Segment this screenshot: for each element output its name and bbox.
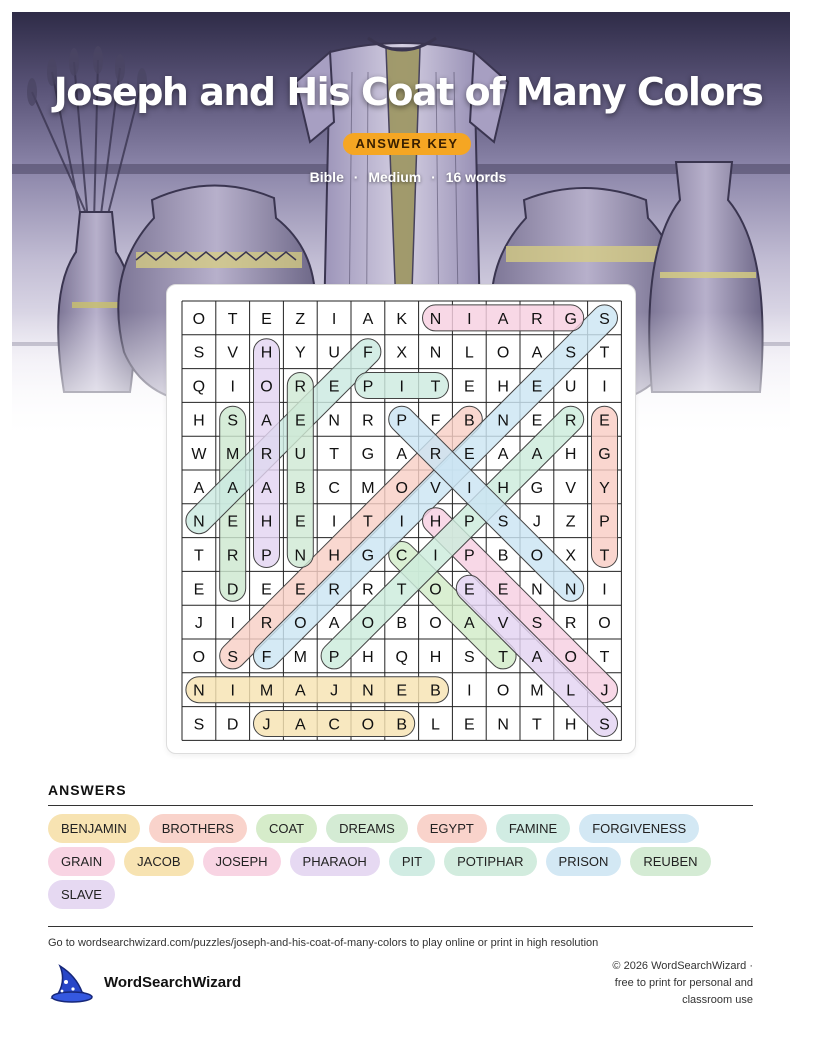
grid-letter: R (294, 378, 307, 396)
answer-chip-slave: SLAVE (48, 880, 115, 909)
grid-letter: G (564, 310, 577, 328)
grid-letter: T (498, 648, 508, 666)
grid-letter: H (497, 479, 509, 497)
copyright-line: free to print for personal and (614, 977, 753, 989)
grid-letter: P (328, 648, 340, 666)
answer-key-badge: ANSWER KEY (343, 133, 471, 155)
grid-letter: N (193, 682, 205, 700)
grid-letter: A (531, 344, 543, 362)
grid-letter: F (261, 648, 272, 666)
grid-letter: P (396, 412, 408, 430)
grid-letter: H (497, 378, 509, 396)
grid-letter: V (497, 615, 509, 633)
answer-chip-brothers: BROTHERS (149, 814, 247, 843)
grid-letter: G (530, 479, 544, 497)
grid-letter: B (396, 615, 408, 633)
grid-letter: I (602, 581, 607, 599)
grid-letter: N (497, 412, 509, 430)
answer-chip-coat: COAT (256, 814, 317, 843)
grid-letter: A (261, 479, 272, 497)
grid-letter: C (328, 716, 340, 734)
grid-letter: G (361, 446, 375, 464)
grid-letter: T (430, 378, 441, 396)
grid-letter: G (361, 547, 375, 565)
grid-letter: I (467, 479, 472, 497)
grid-letter: B (497, 547, 509, 565)
grid-letter: M (530, 682, 544, 700)
grid-letter: I (433, 547, 438, 565)
grid-letter: C (328, 479, 340, 497)
grid-letter: E (463, 378, 475, 396)
answer-chip-grain: GRAIN (48, 847, 115, 876)
grid-letter: H (564, 446, 577, 464)
grid-letter: V (430, 479, 441, 497)
grid-letter: I (230, 615, 235, 633)
grid-letter: S (565, 344, 577, 362)
grid-letter: Q (395, 648, 408, 666)
grid-letter: T (599, 648, 610, 666)
grid-letter: C (395, 547, 408, 565)
grid-letter: H (260, 344, 273, 362)
grid-letter: R (260, 446, 273, 464)
grid-letter: L (566, 682, 576, 700)
grid-letter: F (430, 412, 441, 430)
grid-letter: S (227, 648, 239, 666)
grid-letter: Y (599, 479, 610, 497)
grid-letter: O (361, 615, 375, 633)
grid-letter: J (194, 615, 203, 633)
grid-letter: E (294, 513, 306, 531)
grid-letter: S (531, 615, 543, 633)
grid-letter: S (599, 716, 610, 734)
grid-letter: O (260, 378, 273, 396)
grid-letter: R (429, 446, 442, 464)
grid-letter: E (463, 581, 475, 599)
grid-letter: Z (565, 513, 576, 531)
word-count-label: 16 words (445, 169, 507, 185)
grid-letter: J (532, 513, 541, 531)
grid-letter: M (293, 648, 307, 666)
answer-chip-forgiveness: FORGIVENESS (579, 814, 699, 843)
answer-chip-joseph: JOSEPH (203, 847, 281, 876)
highlight-reuben (287, 373, 313, 568)
grid-letter: L (431, 716, 440, 734)
answer-chip-pit: PIT (389, 847, 435, 876)
answers-divider (48, 805, 753, 806)
grid-letter: S (193, 344, 205, 362)
grid-letter: O (192, 310, 206, 328)
grid-letter: O (598, 615, 611, 633)
grid-letter: Z (295, 310, 306, 328)
grid-letter: S (227, 412, 239, 430)
grid-letter: S (193, 716, 205, 734)
grid-letter: J (330, 682, 339, 700)
copyright-text (553, 958, 753, 1009)
grid-letter: O (192, 648, 206, 666)
grid-letter: R (362, 412, 374, 430)
answer-chip-potiphar: POTIPHAR (444, 847, 536, 876)
grid-letter: E (531, 412, 543, 430)
grid-letter: T (227, 310, 238, 328)
grid-letter: E (261, 581, 272, 599)
grid-letter: I (602, 378, 607, 396)
grid-letter: A (294, 682, 306, 700)
grid-letter: M (226, 446, 240, 464)
grid-letter: D (226, 716, 239, 734)
grid-letter: E (227, 513, 239, 531)
footer-url-text: Go to wordsearchwizard.com/puzzles/joseph-and-his-coat-of-many-colors to play online or print in high resolution (48, 937, 599, 949)
grid-letter: E (294, 412, 306, 430)
footer-divider (48, 926, 753, 927)
grid-letter: O (429, 581, 442, 599)
grid-letter: A (328, 615, 340, 633)
grid-letter: R (328, 581, 340, 599)
grid-letter: N (193, 513, 205, 531)
grid-letter: N (328, 412, 340, 430)
grid-letter: H (429, 513, 442, 531)
grid-letter: P (463, 513, 475, 531)
grid-letter: B (396, 716, 408, 734)
grid-letter: S (497, 513, 509, 531)
grid-letter: R (226, 547, 239, 565)
grid-letter: J (262, 716, 271, 734)
grid-letter: A (531, 446, 543, 464)
grid-letter: A (193, 479, 205, 497)
grid-letter: E (396, 682, 408, 700)
grid-letter: F (363, 344, 373, 362)
grid-letter: E (261, 310, 272, 328)
grid-letter: P (362, 378, 374, 396)
grid-letter: R (564, 615, 577, 633)
grid-letter: N (362, 682, 374, 700)
meta-separator: · (431, 169, 436, 185)
grid-letter: H (193, 412, 205, 430)
difficulty-label: Medium (368, 169, 422, 185)
word-grid (167, 285, 635, 753)
grid-letter: P (599, 513, 610, 531)
wizard-hat-icon (46, 964, 94, 1004)
copyright-line: classroom use (682, 994, 753, 1006)
copyright-line: © 2026 WordSearchWizard · (612, 960, 753, 972)
grid-letter: I (467, 310, 472, 328)
grid-letter: N (497, 716, 509, 734)
grid-letter: B (430, 682, 441, 700)
grid-letter: R (362, 581, 374, 599)
grid-letter: W (191, 446, 207, 464)
grid-letter: A (497, 310, 509, 328)
answer-chip-famine: FAMINE (496, 814, 570, 843)
grid-letter: X (396, 344, 408, 362)
grid-letter: I (399, 378, 404, 396)
grid-letter: U (564, 378, 577, 396)
grid-letter: Y (294, 344, 306, 362)
grid-letter: O (564, 648, 577, 666)
answer-chip-benjamin: BENJAMIN (48, 814, 140, 843)
answer-chips (48, 814, 768, 913)
grid-letter: V (227, 344, 239, 362)
grid-letter: H (429, 648, 442, 666)
grid-letter: I (467, 682, 472, 700)
grid-letter: Q (192, 378, 206, 396)
grid-letter: B (463, 412, 475, 430)
answer-chip-pharaoh: PHARAOH (290, 847, 380, 876)
grid-letter: P (261, 547, 272, 565)
grid-letter: H (564, 716, 577, 734)
grid-letter: V (565, 479, 577, 497)
grid-letter: O (496, 344, 510, 362)
grid-letter: N (429, 344, 442, 362)
grid-letter: T (329, 446, 339, 464)
grid-letter: N (531, 581, 543, 599)
answer-chip-prison: PRISON (546, 847, 622, 876)
grid-letter: A (396, 446, 408, 464)
answer-chip-reuben: REUBEN (630, 847, 710, 876)
grid-letter: J (600, 682, 609, 700)
grid-letter: P (463, 547, 475, 565)
grid-letter: G (598, 446, 611, 464)
grid-letter: O (294, 615, 307, 633)
grid-letter: H (328, 547, 340, 565)
category-label: Bible (309, 169, 344, 185)
grid-letter: R (564, 412, 577, 430)
grid-letter: E (294, 581, 306, 599)
grid-letter: A (362, 310, 374, 328)
grid-letter: K (396, 310, 408, 328)
puzzle-meta (0, 169, 816, 185)
grid-letter: O (429, 615, 442, 633)
grid-letter: B (294, 479, 306, 497)
grid-letter: O (530, 547, 544, 565)
meta-separator: · (353, 169, 359, 185)
answer-chip-egypt: EGYPT (417, 814, 487, 843)
grid-letter: U (294, 446, 307, 464)
grid-letter: I (230, 378, 235, 396)
grid-letter: R (531, 310, 543, 328)
grid-letter: I (399, 513, 404, 531)
answers-heading: ANSWERS (48, 782, 127, 798)
grid-letter: E (599, 412, 610, 430)
grid-letter: T (532, 716, 542, 734)
grid-letter: S (599, 310, 610, 328)
grid-letter: E (463, 716, 475, 734)
answer-chip-dreams: DREAMS (326, 814, 408, 843)
grid-letter: E (497, 581, 509, 599)
grid-letter: T (194, 547, 204, 565)
grid-letter: I (331, 310, 337, 328)
grid-letter: A (463, 615, 475, 633)
grid-letter: A (531, 648, 543, 666)
grid-letter: T (599, 547, 610, 565)
grid-letter: H (362, 648, 374, 666)
grid-letter: O (496, 682, 510, 700)
grid-letter: L (464, 344, 474, 362)
grid-letter: M (361, 479, 375, 497)
answer-chip-jacob: JACOB (124, 847, 193, 876)
grid-letter: E (328, 378, 340, 396)
grid-letter: A (294, 716, 306, 734)
grid-letter: A (261, 412, 272, 430)
grid-letter: T (396, 581, 407, 599)
grid-letter: E (463, 446, 475, 464)
grid-letter: A (497, 446, 509, 464)
highlight-benjamin (186, 677, 449, 703)
grid-letter: T (363, 513, 373, 531)
grid-letter: U (328, 344, 340, 362)
grid-letter: A (227, 479, 239, 497)
puzzle-title: Joseph and His Coat of Many Colors (53, 70, 763, 114)
grid-letter: O (361, 716, 375, 734)
grid-letter: M (259, 682, 274, 700)
grid-letter: I (331, 513, 337, 531)
grid-letter: N (564, 581, 577, 599)
grid-letter: E (531, 378, 543, 396)
grid-letter: I (230, 682, 235, 700)
grid-letter: S (463, 648, 475, 666)
grid-letter: O (395, 479, 408, 497)
brand-name: WordSearchWizard (104, 974, 242, 991)
grid-letter: R (260, 615, 273, 633)
grid-letter: X (565, 547, 577, 565)
grid-letter: H (260, 513, 273, 531)
puzzle-card (166, 284, 636, 754)
grid-letter: D (226, 581, 239, 599)
grid-letter: N (294, 547, 307, 565)
grid-letter: T (599, 344, 610, 362)
grid-letter: N (429, 310, 442, 328)
grid-letter: E (193, 581, 205, 599)
